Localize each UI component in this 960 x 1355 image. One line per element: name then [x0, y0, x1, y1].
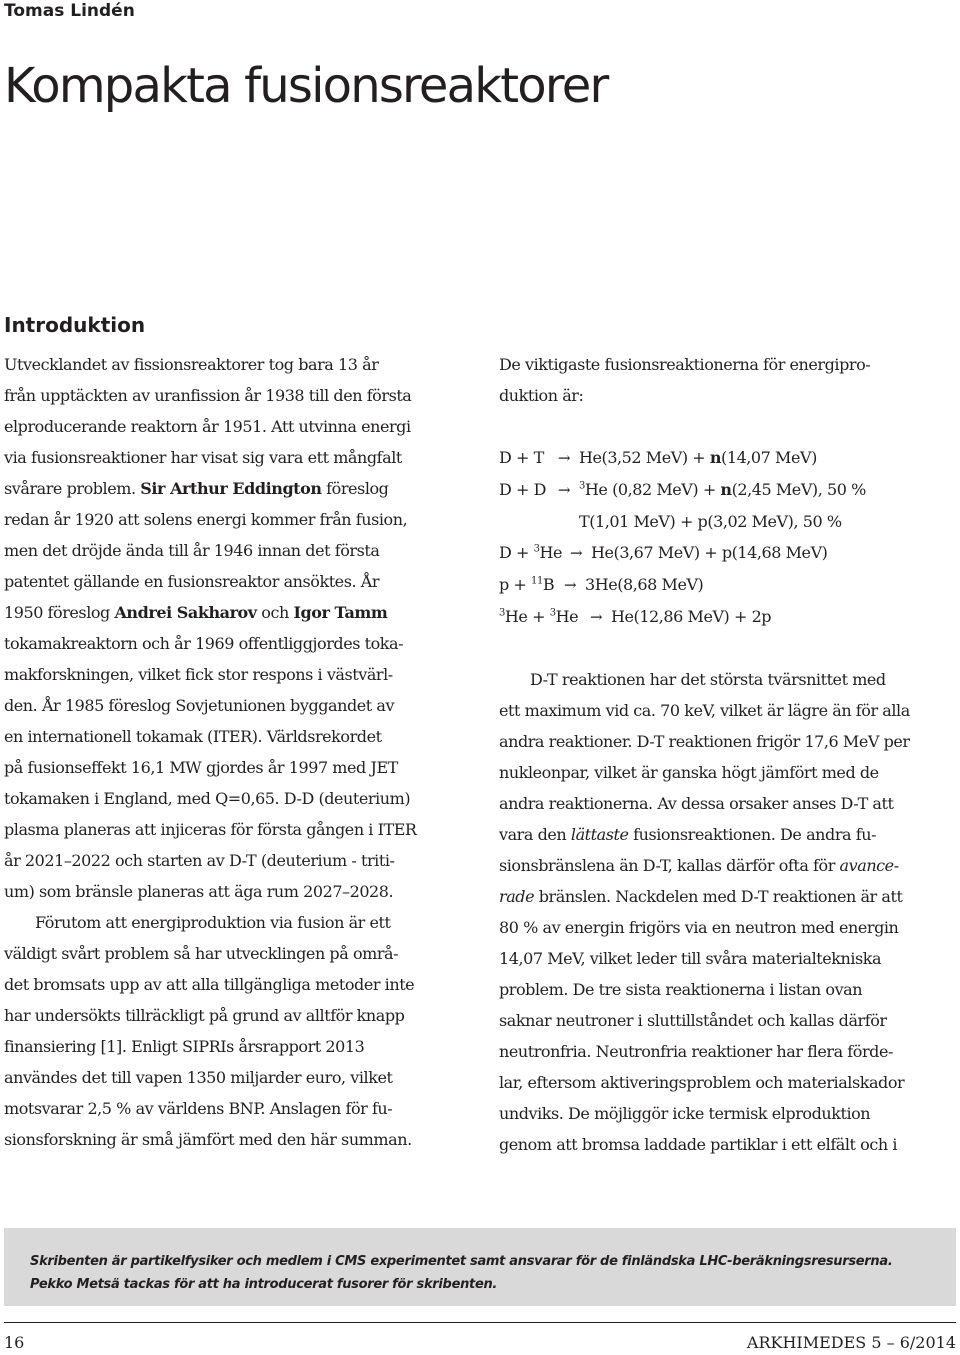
emphasis: rade — [499, 887, 535, 906]
text-span: vara den — [499, 825, 571, 844]
reaction-lhs — [499, 569, 555, 600]
text-span: (14,07 MeV) — [721, 448, 817, 467]
text-span: bränslen. Nackdelen med D-T reaktionen är att — [534, 887, 903, 906]
body-line: en internationell tokamak (ITER). Världsrekordet — [4, 727, 382, 746]
text-span: föreslog — [321, 479, 389, 498]
body-line — [499, 850, 960, 881]
body-line — [499, 819, 960, 850]
reaction-rhs: 3He(8,68 MeV) — [585, 575, 704, 594]
body-line: på fusionseffekt 16,1 MW gjordes år 1997 med JET — [4, 758, 398, 777]
blank-line — [499, 411, 960, 442]
body-line: patentet gällande en fusionsreaktor ansöktes. År — [4, 572, 380, 591]
author-note-line: Skribenten är partikelfysiker och medlem i CMS experimentet samt ansvarar för de finländska LHC-beräkningsresurserna. — [30, 1254, 893, 1269]
left-column — [4, 349, 460, 1155]
neutron-symbol: n — [709, 448, 722, 467]
emphasis: avance- — [839, 856, 899, 875]
body-line: sionsforskning är små jämfört med den här summan. — [4, 1130, 412, 1149]
arrow-right-icon: → — [563, 576, 577, 594]
body-line: tokamakreaktorn och år 1969 offentliggjordes toka- — [4, 634, 404, 653]
reaction-lhs — [499, 601, 581, 632]
body-line: 80 % av energin frigörs via en neutron med energin — [499, 918, 899, 937]
text-span: D-T reaktionen har det största tvärsnittet med — [530, 670, 886, 689]
author-note — [30, 1250, 892, 1296]
reaction-dd — [499, 474, 960, 506]
body-line: duktion är: — [499, 386, 584, 405]
body-line: lar, eftersom aktiveringsproblem och materialskador — [499, 1073, 905, 1092]
isotope-superscript: 3 — [549, 607, 556, 619]
body-line: problem. De tre sista reaktionerna i listan ovan — [499, 980, 863, 999]
body-line: väldigt svårt problem så har utvecklingen på områ- — [4, 944, 399, 963]
arrow-right-icon: → — [557, 449, 571, 467]
text-span: sionsbränslena än D-T, kallas därför ofta för — [499, 856, 840, 875]
text-span: 1950 föreslog — [4, 603, 115, 622]
text-span: svårare problem. — [4, 479, 141, 498]
text-span: (2,45 MeV), 50 % — [731, 480, 866, 499]
text-span: B — [542, 575, 555, 594]
body-line: andra reaktionerna. Av dessa orsaker anses D-T att — [499, 794, 894, 813]
text-span: och — [256, 603, 294, 622]
body-line: från upptäckten av uranfission år 1938 till den första — [4, 386, 412, 405]
author-name: Tomas Lindén — [4, 1, 135, 21]
text-span: Förutom att energiproduktion via fusion är ett — [35, 913, 391, 932]
author-note-box — [4, 1228, 956, 1306]
text-span: He — [539, 543, 563, 562]
article-title: Kompakta fusionsreaktorer — [4, 58, 608, 114]
reaction-rhs — [579, 442, 817, 473]
footer-divider — [4, 1322, 956, 1323]
neutron-symbol: n — [720, 480, 732, 499]
body-line: redan år 1920 att solens energi kommer från fusion, — [4, 510, 408, 529]
body-line: Utvecklandet av fissionsreaktorer tog bara 13 år — [4, 355, 379, 374]
reaction-lhs — [499, 537, 561, 568]
reaction-p-b11 — [499, 569, 960, 601]
journal-issue: ARKHIMEDES 5 – 6/2014 — [746, 1333, 956, 1352]
reaction-rhs — [579, 474, 866, 505]
body-line: plasma planeras att injiceras för första gången i ITER — [4, 820, 417, 839]
body-line — [4, 907, 460, 938]
body-line: undviks. De möjliggör icke termisk elproduktion — [499, 1104, 871, 1123]
body-line: har undersökts tillräckligt på grund av alltför knapp — [4, 1006, 405, 1025]
isotope-superscript: 3 — [579, 480, 585, 492]
reaction-lhs: D + D — [499, 480, 546, 499]
text-span: fusionsreaktionen. De andra fu- — [628, 825, 877, 844]
section-heading: Introduktion — [4, 313, 146, 337]
body-line: finansiering [1]. Enligt SIPRIs årsrapport 2013 — [4, 1037, 365, 1056]
body-line: men det dröjde ända till år 1946 innan det första — [4, 541, 380, 560]
body-line: elproducerande reaktorn år 1951. Att utvinna energi — [4, 417, 411, 436]
body-line — [4, 473, 460, 504]
text-span: He — [555, 607, 579, 626]
emphasis: lättaste — [570, 825, 629, 844]
reaction-dt — [499, 442, 960, 474]
blank-line — [499, 633, 960, 664]
person-name-tamm: Igor Tamm — [293, 603, 388, 622]
person-name-sakharov: Andrei Sakharov — [114, 603, 257, 622]
text-span: D + — [499, 543, 534, 562]
author-note-line: Pekko Metsä tackas för att ha introducerat fusorer för skribenten. — [30, 1277, 498, 1292]
body-line: ett maximum vid ca. 70 keV, vilket är lägre än för alla — [499, 701, 910, 720]
body-line: nukleonpar, vilket är ganska högt jämfört med de — [499, 763, 879, 782]
body-line: neutronfria. Neutronfria reaktioner har flera förde- — [499, 1042, 893, 1061]
page-number: 16 — [4, 1333, 25, 1352]
reaction-rhs: He(12,86 MeV) + 2p — [611, 607, 772, 626]
body-line: via fusionsreaktioner har visat sig vara ett mångfalt — [4, 448, 402, 467]
body-line: um) som bränsle planeras att äga rum 2027–2028. — [4, 882, 394, 901]
body-line: motsvarar 2,5 % av världens BNP. Anslagen för fu- — [4, 1099, 393, 1118]
isotope-superscript: 3 — [499, 607, 505, 619]
body-line: år 2021–2022 och starten av D-T (deuterium - triti- — [4, 851, 395, 870]
arrow-right-icon: → — [569, 544, 583, 562]
reaction-rhs: T(1,01 MeV) + p(3,02 MeV), 50 % — [579, 512, 842, 531]
body-line: genom att bromsa laddade partiklar i ett elfält och i — [499, 1135, 898, 1154]
body-line: användes det till vapen 1350 miljarder euro, vilket — [4, 1068, 393, 1087]
text-span: He(3,52 MeV) + — [579, 448, 710, 467]
body-line: den. År 1985 föreslog Sovjetunionen byggandet av — [4, 696, 395, 715]
person-name-eddington: Sir Arthur Eddington — [140, 479, 322, 498]
isotope-superscript: 11 — [531, 575, 543, 587]
body-line: andra reaktioner. D-T reaktionen frigör 17,6 MeV per — [499, 732, 910, 751]
arrow-right-icon: → — [557, 481, 571, 499]
body-line: makforskningen, vilket fick stor respons i västvärl- — [4, 665, 393, 684]
reaction-dd-branch — [499, 506, 960, 537]
body-line: saknar neutroner i sluttillståndet och kallas därför — [499, 1011, 887, 1030]
body-line — [499, 664, 960, 695]
isotope-superscript: 3 — [533, 543, 540, 555]
body-line: tokamaken i England, med Q=0,65. D-D (deuterium) — [4, 789, 411, 808]
body-line: 14,07 MeV, vilket leder till svåra materialtekniska — [499, 949, 882, 968]
reaction-rhs: He(3,67 MeV) + p(14,68 MeV) — [591, 543, 828, 562]
reaction-d-he3 — [499, 537, 960, 569]
text-span: He + — [504, 607, 550, 626]
body-line — [499, 881, 960, 912]
body-line: det bromsats upp av att alla tillgängliga metoder inte — [4, 975, 415, 994]
body-line: De viktigaste fusionsreaktionerna för energipro- — [499, 355, 871, 374]
text-span: p + — [499, 575, 532, 594]
reaction-lhs: D + T — [499, 448, 544, 467]
reaction-he3-he3 — [499, 601, 960, 633]
arrow-right-icon: → — [589, 608, 603, 626]
reaction-list — [499, 442, 960, 633]
body-line — [4, 597, 460, 628]
right-column — [499, 349, 960, 1160]
text-span: He (0,82 MeV) + — [584, 480, 721, 499]
